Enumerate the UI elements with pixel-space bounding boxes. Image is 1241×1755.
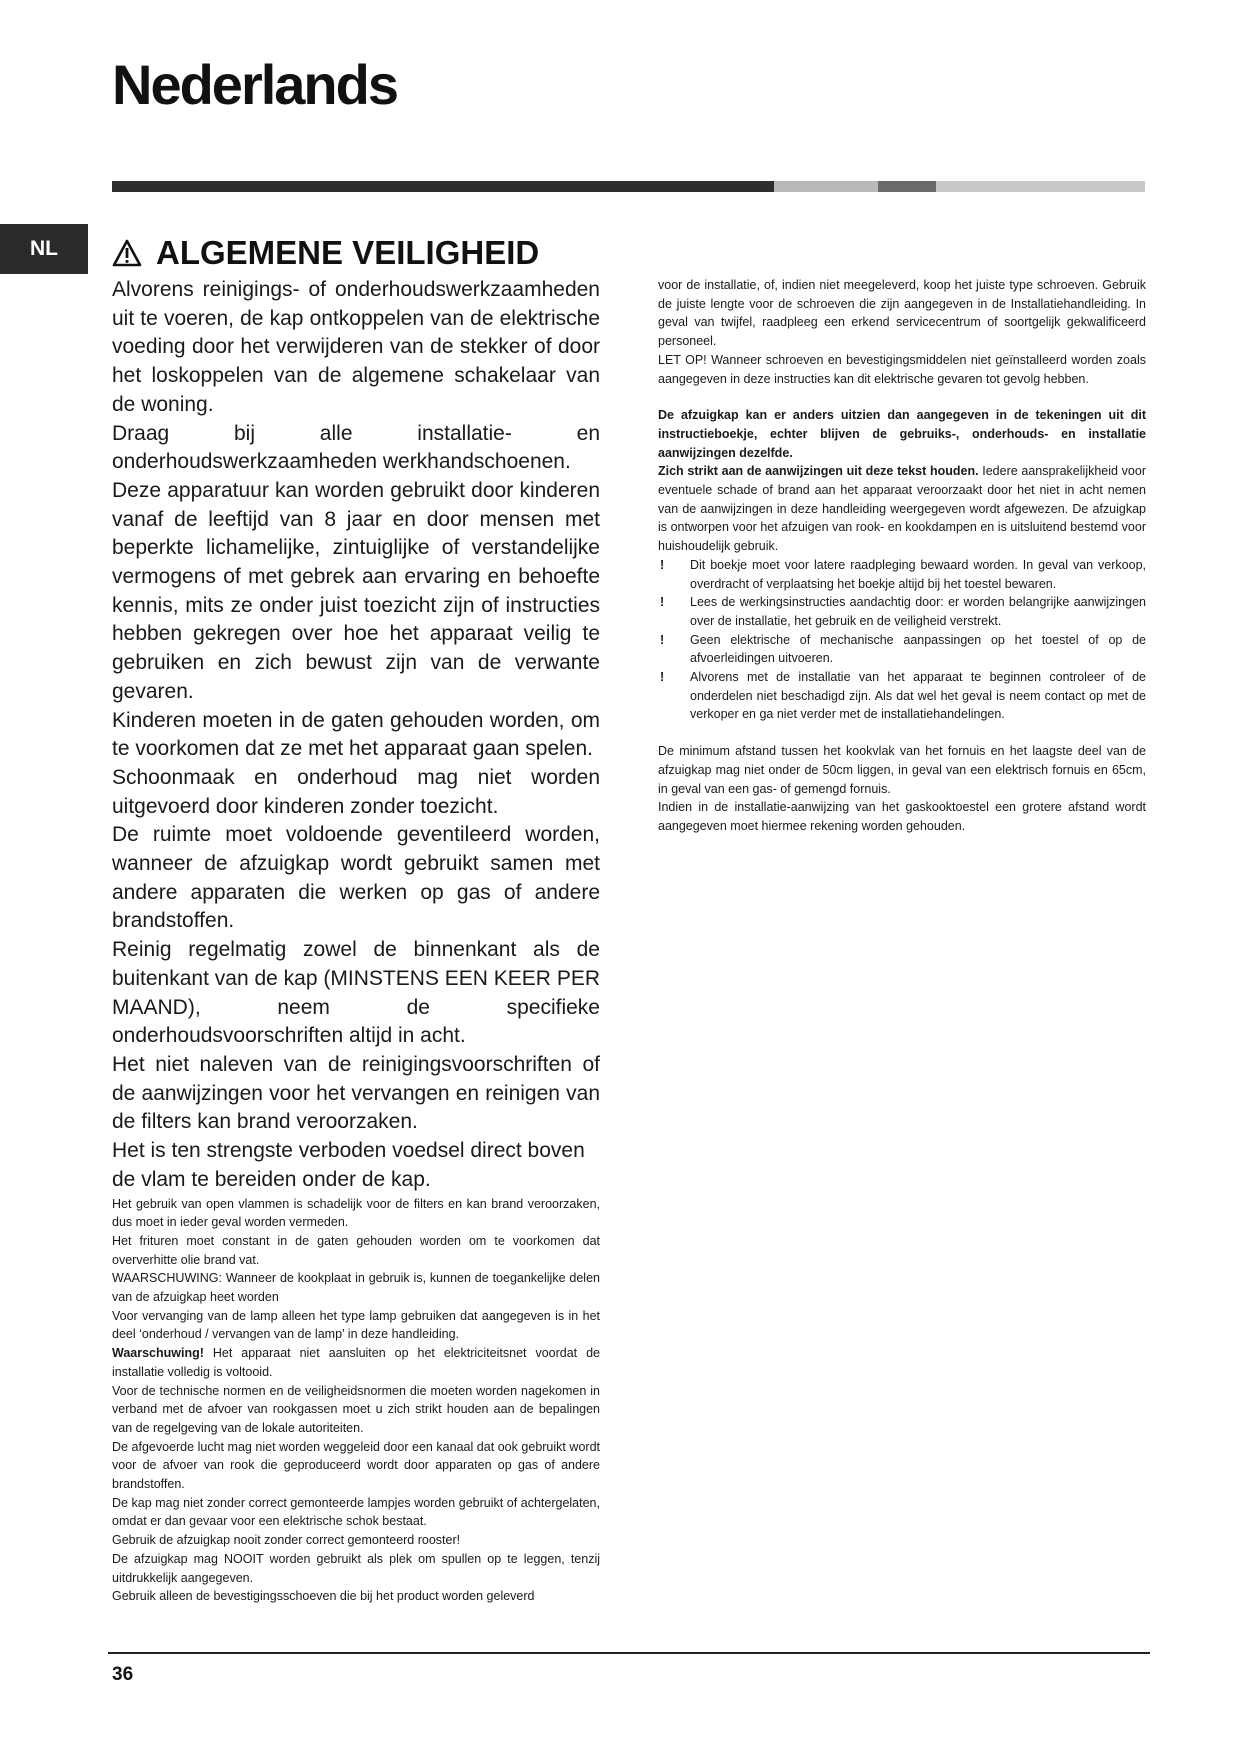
paragraph: Gebruik alleen de bevestigingsschoeven die bij het product worden geleverd [112, 1589, 535, 1604]
exclamation-icon: ! [660, 632, 665, 647]
strict-text: Iedere aansprakelijkheid voor eventuele schade of brand aan het apparaat veroorzaakt door het niet in acht nemen van de aanwijzingen in deze handleiding weergegeven wordt afgewezen. De afzuigkap is ontworpen voor het afzuigen van rook- en kookdampen en is uitsluitend bestemd voor huishoudelijk gebruik. [658, 464, 1146, 554]
header-rule-light [774, 181, 878, 192]
warning-triangle-icon [112, 239, 142, 267]
language-tab: NL [0, 224, 88, 274]
right-column [658, 276, 1146, 836]
paragraph: Het frituren moet constant in de gaten gehouden worden om te voorkomen dat oververhitte olie brand vat. [112, 1233, 600, 1267]
header-rule-light-end [936, 181, 1145, 192]
exclamation-icon: ! [660, 670, 665, 685]
paragraph: Deze apparatuur kan worden gebruikt door kinderen vanaf de leeftijd van 8 jaar en door mensen met beperkte lichamelijke, zintuiglijke of verstandelijke vermogens of met gebrek aan ervaring en behoefte kennis, mits ze onder juist toezicht zijn of instructies hebben gekregen over hoe het apparaat veilig te gebruiken en zich bewust zijn van de verwante gevaren. [112, 478, 600, 703]
bullet-list [658, 556, 1146, 724]
list-item [658, 668, 1146, 724]
paragraph: Schoonmaak en onderhoud mag niet worden uitgevoerd door kinderen zonder toezicht. [112, 765, 600, 818]
warning-text: Het apparaat niet aansluiten op het elektriciteitsnet voordat de installatie volledig is voltooid. [112, 1346, 600, 1379]
paragraph: Het gebruik van open vlammen is schadelijk voor de filters en kan brand veroorzaken, dus moet in ieder geval worden vermeden. [112, 1196, 600, 1230]
list-item [658, 593, 1146, 630]
paragraph: Gebruik de afzuigkap nooit zonder correct gemonteerd rooster! [112, 1533, 461, 1548]
list-item-text: Lees de werkingsinstructies aandachtig door: er worden belangrijke aanwijzingen over de installatie, het gebruik en de veiligheid verstrekt. [690, 595, 1146, 628]
paragraph: Alvorens reinigings- of onderhoudswerkzaamheden uit te voeren, de kap ontkoppelen van de elektrische voeding door het verwijderen van de stekker of door het loskoppelen van de algemene schakelaar van de woning. [112, 278, 600, 416]
bold-notice: De afzuigkap kan er anders uitzien dan aangegeven in de tekeningen uit dit instructieboekje, echter blijven de gebruiks-, onderhouds- en installatie aanwijzingen dezelfde. [658, 408, 1146, 460]
paragraph: Het niet naleven van de reinigingsvoorschriften of de aanwijzingen voor het vervangen en reinigen van de filters kan brand veroorzaken. [112, 1052, 600, 1134]
paragraph: Voor vervanging van de lamp alleen het type lamp gebruiken dat aangegeven is in het deel ‘onderhoud / vervangen van de lamp’ in deze handleiding. [112, 1308, 600, 1342]
paragraph: Voor de technische normen en de veiligheidsnormen die moeten worden nagekomen in verband met de afvoer van rookgassen moet u zich strikt houden aan de bepalingen van de regelgeving van de lokale autoriteiten. [112, 1383, 600, 1435]
list-item-text: Dit boekje moet voor latere raadpleging bewaard worden. In geval van verkoop, overdracht of verplaatsing het boekje altijd bij het toestel bewaren. [690, 557, 1146, 591]
page-header-title: Nederlands [112, 53, 397, 116]
strict-label: Zich strikt aan de aanwijzingen uit deze tekst houden. [658, 464, 979, 479]
header-rule-dark [112, 181, 774, 192]
paragraph: De minimum afstand tussen het kookvlak van het fornuis en het laagste deel van de afzuigkap mag niet onder de 50cm liggen, in geval van een elektrisch fornuis en 65cm, in geval van een gas- of gemengd fornuis. [658, 744, 1146, 796]
paragraph: De kap mag niet zonder correct gemonteerde lampjes worden gebruikt of achtergelaten, omdat er dan gevaar voor een elektrische schok bestaat. [112, 1495, 600, 1529]
list-item [658, 631, 1146, 668]
paragraph: De afzuigkap mag NOOIT worden gebruikt als plek om spullen op te leggen, tenzij uitdrukkelijk aangegeven. [112, 1551, 600, 1585]
section-heading [112, 234, 539, 272]
footer-rule [108, 1652, 1150, 1654]
section-title: ALGEMENE VEILIGHEID [156, 234, 540, 271]
paragraph: LET OP! Wanneer schroeven en bevestigingsmiddelen niet geïnstalleerd worden zoals aangegeven in deze instructies kan dit elektrische gevaren tot gevolg hebben. [658, 352, 1146, 386]
list-item [658, 556, 1146, 593]
list-item-text: Alvorens met de installatie van het apparaat te beginnen controleer of de onderdelen niet beschadigd zijn. Als dat wel het geval is neem contact op met de verkoper en ga niet verder met de installatiehandelingen. [690, 670, 1146, 722]
paragraph: Draag bij alle installatie- en onderhoudswerkzaamheden werkhandschoenen. [112, 421, 600, 474]
paragraph: De afgevoerde lucht mag niet worden weggeleid door een kanaal dat ook gebruikt wordt voor de afvoer van rook die geproduceerd wordt door apparaten op gas of andere brandstoffen. [112, 1439, 600, 1492]
paragraph: WAARSCHUWING: Wanneer de kookplaat in gebruik is, kunnen de toegankelijke delen van de afzuigkap heet worden [112, 1271, 600, 1305]
left-column [112, 276, 600, 1606]
exclamation-icon: ! [660, 557, 665, 572]
list-item-text: Geen elektrische of mechanische aanpassingen op het toestel of op de afvoerleidingen uitvoeren. [690, 632, 1146, 666]
small-text-block [112, 1195, 600, 1606]
paragraph: voor de installatie, of, indien niet meegeleverd, koop het juiste type schroeven. Gebruik de juiste lengte voor de schroeven die zijn aangegeven in de Installatiehandleiding. In geval van twijfel, raadpleeg een erkend servicecentrum of soortgelijk gekwalificeerd personeel. [658, 278, 1146, 349]
warning-label: Waarschuwing! [112, 1346, 204, 1361]
header-rule-mid [878, 181, 936, 192]
page-number: 36 [112, 1664, 134, 1685]
paragraph: Indien in de installatie-aanwijzing van het gaskooktoestel een grotere afstand wordt aangegeven moet hiermee rekening worden gehouden. [658, 800, 1146, 833]
large-text-block [112, 276, 600, 1195]
strict-paragraph [658, 462, 1146, 556]
paragraph: De ruimte moet voldoende geventileerd worden, wanneer de afzuigkap wordt gebruikt samen met andere apparaten die werken op gas of andere brandstoffen. [112, 823, 600, 933]
paragraph: Kinderen moeten in de gaten gehouden worden, om te voorkomen dat ze met het apparaat gaan spelen. [112, 708, 600, 761]
warning-paragraph [112, 1344, 600, 1381]
paragraph: Het is ten strengste verboden voedsel direct boven de vlam te bereiden onder de kap. [112, 1139, 585, 1191]
paragraph: Reinig regelmatig zowel de binnenkant als de buitenkant van de kap (MINSTENS EEN KEER PER MAAND), neem de specifieke onderhoudsvoorschriften altijd in acht. [112, 938, 600, 1048]
exclamation-icon: ! [660, 595, 665, 610]
